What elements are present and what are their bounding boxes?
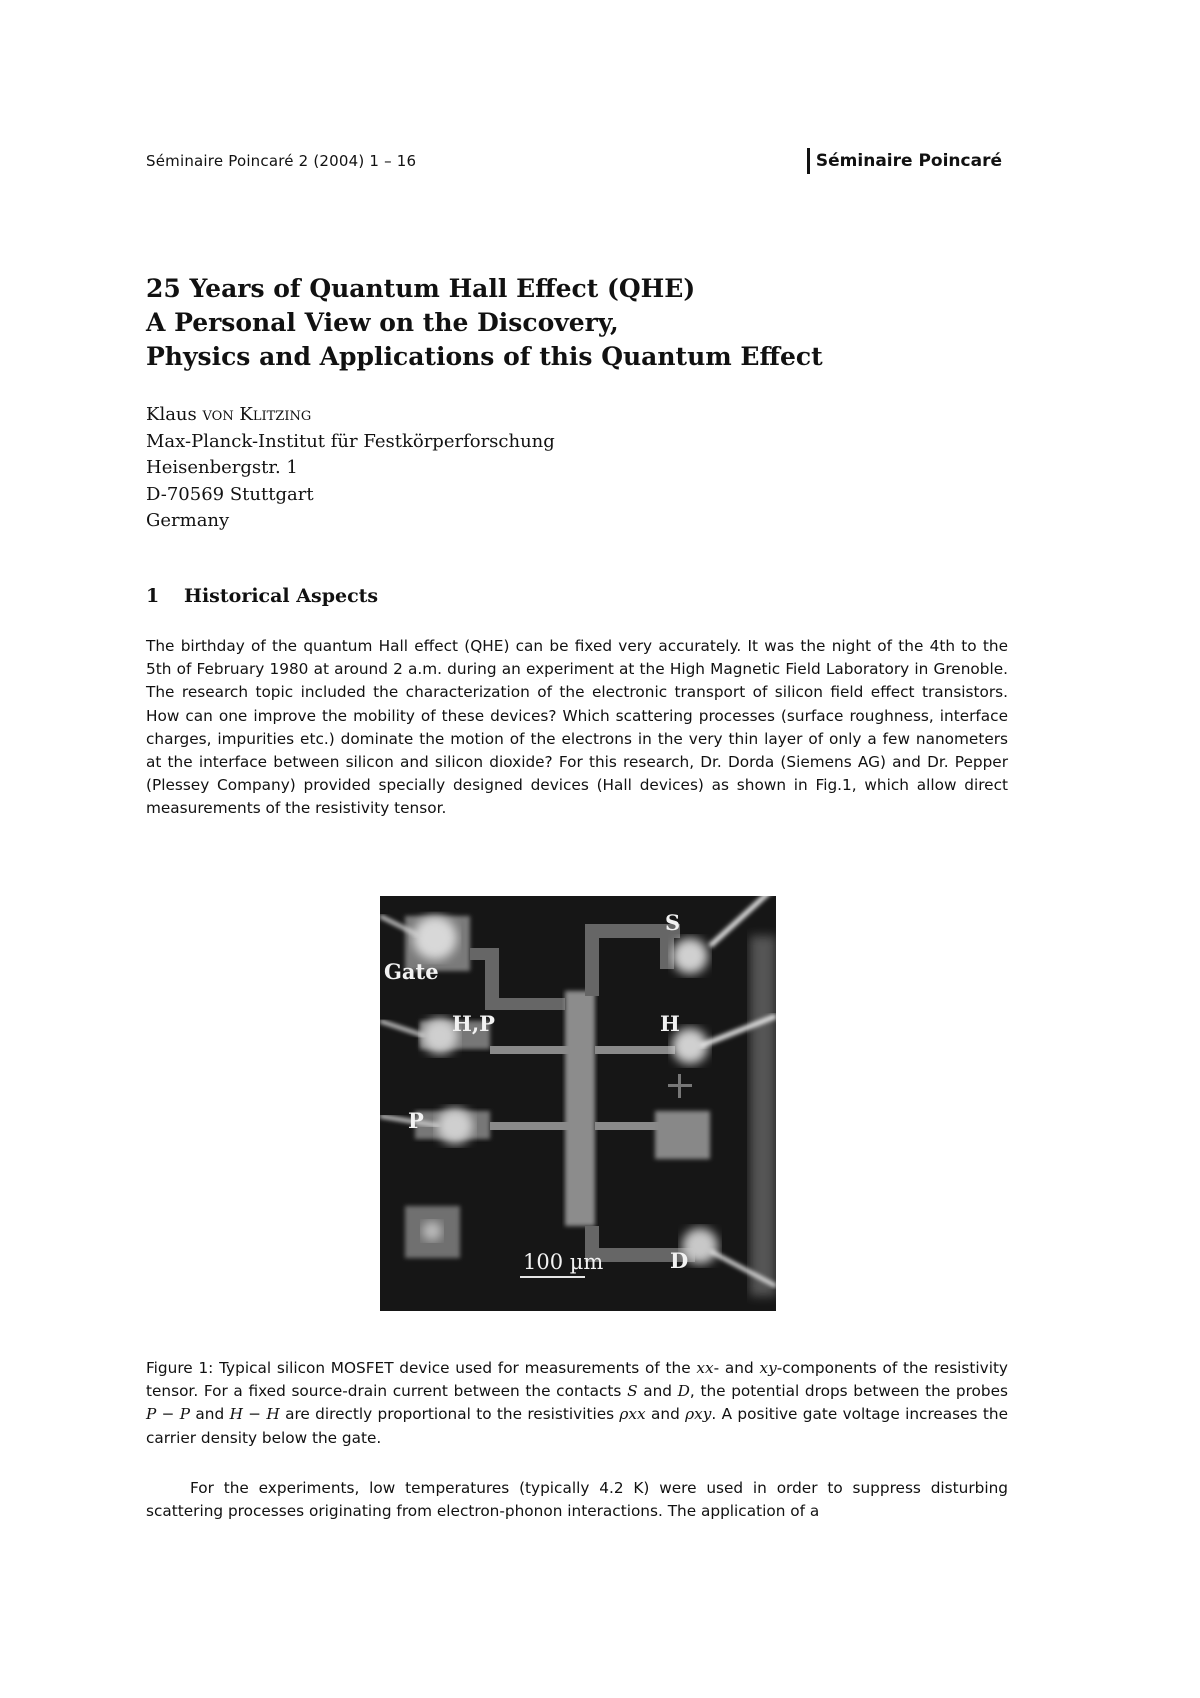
author-name	[146, 402, 555, 429]
section-number: 1	[146, 585, 160, 607]
author-institute: Max-Planck-Institut für Festkörperforschung	[146, 430, 555, 452]
label-h: H	[660, 1011, 680, 1036]
caption-math: xy	[759, 1359, 777, 1377]
caption-text: and	[637, 1382, 678, 1401]
caption-math: P − P	[146, 1405, 191, 1424]
label-scale: 100 µm	[523, 1250, 604, 1274]
title-line-2: A Personal View on the Discovery,	[146, 308, 619, 337]
caption-math: ρxx	[619, 1405, 646, 1424]
caption-text: , the potential drops between the probes	[689, 1382, 1008, 1401]
figure-1-photo	[380, 896, 776, 1311]
caption-math: H − H	[229, 1405, 280, 1424]
author-first-name: Klaus	[146, 404, 203, 425]
mosfet-micrograph	[380, 896, 776, 1311]
section-title: Historical Aspects	[184, 585, 379, 607]
author-block	[146, 402, 555, 535]
caption-math: xx	[696, 1359, 714, 1377]
caption-math: ρxy	[685, 1405, 712, 1424]
caption-math: D	[677, 1382, 690, 1401]
caption-math: S	[627, 1382, 638, 1401]
journal-badge: Séminaire Poincaré	[807, 148, 1002, 174]
label-hp: H,P	[452, 1011, 495, 1036]
paper-title	[146, 272, 1046, 374]
caption-text: -components of the resistivity tensor. For a fixed source-drain current between the contacts	[146, 1359, 1008, 1401]
caption-text: and	[190, 1405, 230, 1424]
figure-1-caption	[146, 1357, 1008, 1450]
title-line-1: 25 Years of Quantum Hall Effect (QHE)	[146, 274, 696, 303]
author-country: Germany	[146, 510, 230, 531]
caption-text: and	[645, 1405, 686, 1424]
caption-text: are directly proportional to the resistivities	[279, 1405, 620, 1424]
title-line-3: Physics and Applications of this Quantum Effect	[146, 342, 823, 371]
author-last-name: von Klitzing	[202, 404, 312, 425]
caption-text: Typical silicon MOSFET device used for measurements of the	[213, 1359, 697, 1377]
caption-label: Figure 1:	[146, 1359, 214, 1377]
label-s: S	[665, 910, 681, 935]
paragraph-1: The birthday of the quantum Hall effect (QHE) can be fixed very accurately. It was the night of the 4th to the 5th of February 1980 at around 2 a.m. during an experiment at the High Magnetic Field Laboratory in Grenoble. The research topic included the characterization of the electronic transport of silicon field effect transistors. How can one improve the mobility of these devices? Which scattering processes (surface roughness, interface charges, impurities etc.) dominate the motion of the electrons in the very thin layer of only a few nanometers at the interface between silicon and silicon dioxide? For this research, Dr. Dorda (Siemens AG) and Dr. Pepper (Plessey Company) provided specially designed devices (Hall devices) as shown in Fig.1, which allow direct measurements of the resistivity tensor.	[146, 637, 1008, 818]
caption-text: . A positive gate voltage increases the carrier density below the gate.	[146, 1405, 1008, 1447]
paragraph-2: For the experiments, low temperatures (typically 4.2 K) were used in order to suppress disturbing scattering processes originating from electron-phonon interactions. The application of a	[146, 1479, 1008, 1521]
running-header: Séminaire Poincaré 2 (2004) 1 – 16	[146, 152, 417, 170]
author-city: D-70569 Stuttgart	[146, 483, 314, 505]
caption-text: - and	[713, 1359, 760, 1377]
author-street: Heisenbergstr. 1	[146, 457, 298, 478]
label-d: D	[670, 1248, 689, 1273]
label-p: P	[408, 1108, 424, 1133]
section-heading	[146, 585, 378, 607]
label-gate: Gate	[384, 959, 439, 984]
